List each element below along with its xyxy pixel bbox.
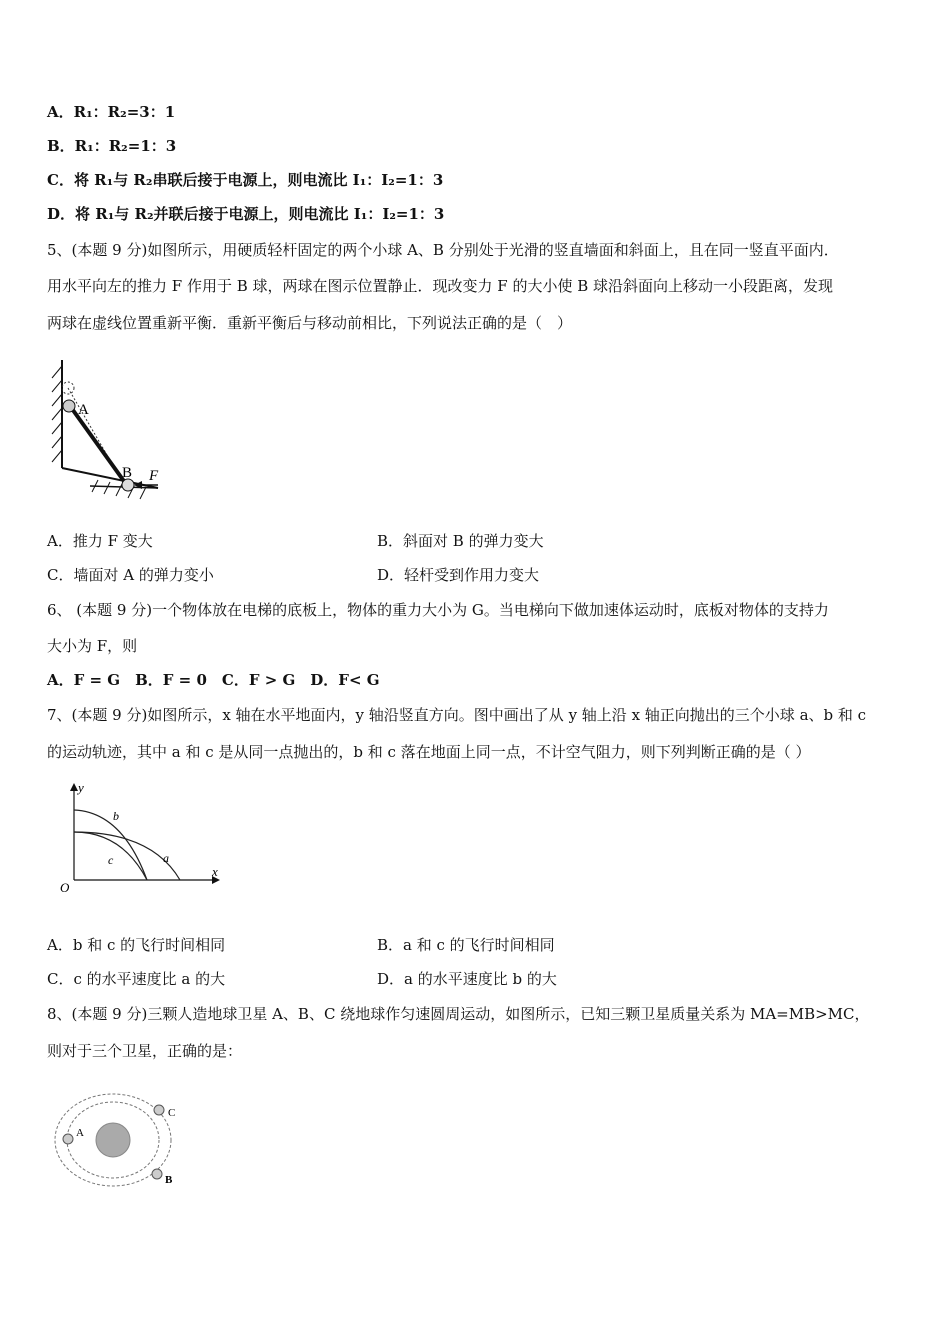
q7-label-y: y bbox=[78, 780, 84, 795]
q7-figure bbox=[52, 780, 227, 898]
q8-label-a: A bbox=[76, 1127, 84, 1139]
q5-label-a: A bbox=[78, 402, 89, 418]
q7-label-b: b bbox=[113, 809, 119, 823]
q5-stem-line3: 两球在虚线位置重新平衡．重新平衡后与移动前相比，下列说法正确的是（ ） bbox=[47, 314, 573, 332]
q4-option-a: A．R₁：R₂=3：1 bbox=[47, 103, 176, 121]
q6-stem-line2: 大小为 F，则 bbox=[47, 637, 138, 655]
q6-stem-line1: 6、 (本题 9 分)一个物体放在电梯的底板上，物体的重力大小为 G。当电梯向下做加速体运动时，底板对物体的支持力 bbox=[47, 601, 829, 619]
q5-stem-line2: 用水平向左的推力 F 作用于 B 球，两球在图示位置静止．现改变力 F 的大小使 B 球沿斜面向上移动一小段距离，发现 bbox=[47, 277, 834, 295]
q5-option-b: B．斜面对 B 的弹力变大 bbox=[377, 532, 544, 550]
q8-label-b: B bbox=[165, 1174, 173, 1186]
q7-trajectory-b bbox=[74, 810, 147, 880]
q5-option-a: A．推力 F 变大 bbox=[47, 532, 153, 550]
q5-stem-line1: 5、(本题 9 分)如图所示，用硬质轻杆固定的两个小球 A、B 分别处于光滑的竖直墙面和斜面上，且在同一竖直平面内． bbox=[47, 241, 839, 259]
q7-option-a: A．b 和 c 的飞行时间相同 bbox=[47, 936, 226, 954]
q5-label-b: B bbox=[122, 465, 133, 481]
q8-stem-line2: 则对于三个卫星，正确的是： bbox=[47, 1042, 243, 1060]
q5-option-c: C．墙面对 A 的弹力变小 bbox=[47, 566, 214, 584]
q5-figure bbox=[40, 352, 170, 502]
q6-options: A．F = G B．F = 0 C．F > G D．F< G bbox=[47, 671, 380, 689]
q4-option-c: C．将 R₁与 R₂串联后接于电源上，则电流比 I₁：I₂=1：3 bbox=[47, 171, 444, 189]
q7-option-c: C．c 的水平速度比 a 的大 bbox=[47, 970, 226, 988]
q7-option-b: B．a 和 c 的飞行时间相同 bbox=[377, 936, 555, 954]
q4-option-b: B．R₁：R₂=1：3 bbox=[47, 137, 177, 155]
q7-stem-line2: 的运动轨迹，其中 a 和 c 是从同一点抛出的，b 和 c 落在地面上同一点，不计空气阻力，则下列判断正确的是（ ） bbox=[47, 743, 811, 761]
q8-satellite-b bbox=[152, 1169, 162, 1179]
q7-stem-line1: 7、(本题 9 分)如图所示，x 轴在水平地面内，y 轴沿竖直方向。图中画出了从 y 轴上沿 x 轴正向抛出的三个小球 a、b 和 c bbox=[47, 706, 867, 724]
q7-label-x: x bbox=[212, 864, 218, 879]
q8-figure bbox=[50, 1090, 190, 1200]
q8-stem-line1: 8、(本题 9 分)三颗人造地球卫星 A、B、C 绕地球作匀速圆周运动，如图所示，已知三颗卫星质量关系为 MA=MB>MC， bbox=[47, 1005, 870, 1023]
q8-earth bbox=[96, 1123, 130, 1157]
q8-satellite-a bbox=[63, 1134, 73, 1144]
q5-label-f: F bbox=[149, 468, 159, 484]
q7-option-d: D．a 的水平速度比 b 的大 bbox=[377, 970, 557, 988]
q7-label-o: O bbox=[60, 880, 70, 895]
q7-label-c: c bbox=[108, 853, 114, 867]
q8-satellite-c bbox=[154, 1105, 164, 1115]
q8-label-c: C bbox=[168, 1107, 176, 1119]
q7-label-a: a bbox=[163, 851, 169, 865]
q4-option-d: D．将 R₁与 R₂并联后接于电源上，则电流比 I₁：I₂=1：3 bbox=[47, 205, 445, 223]
q5-option-d: D．轻杆受到作用力变大 bbox=[377, 566, 540, 584]
